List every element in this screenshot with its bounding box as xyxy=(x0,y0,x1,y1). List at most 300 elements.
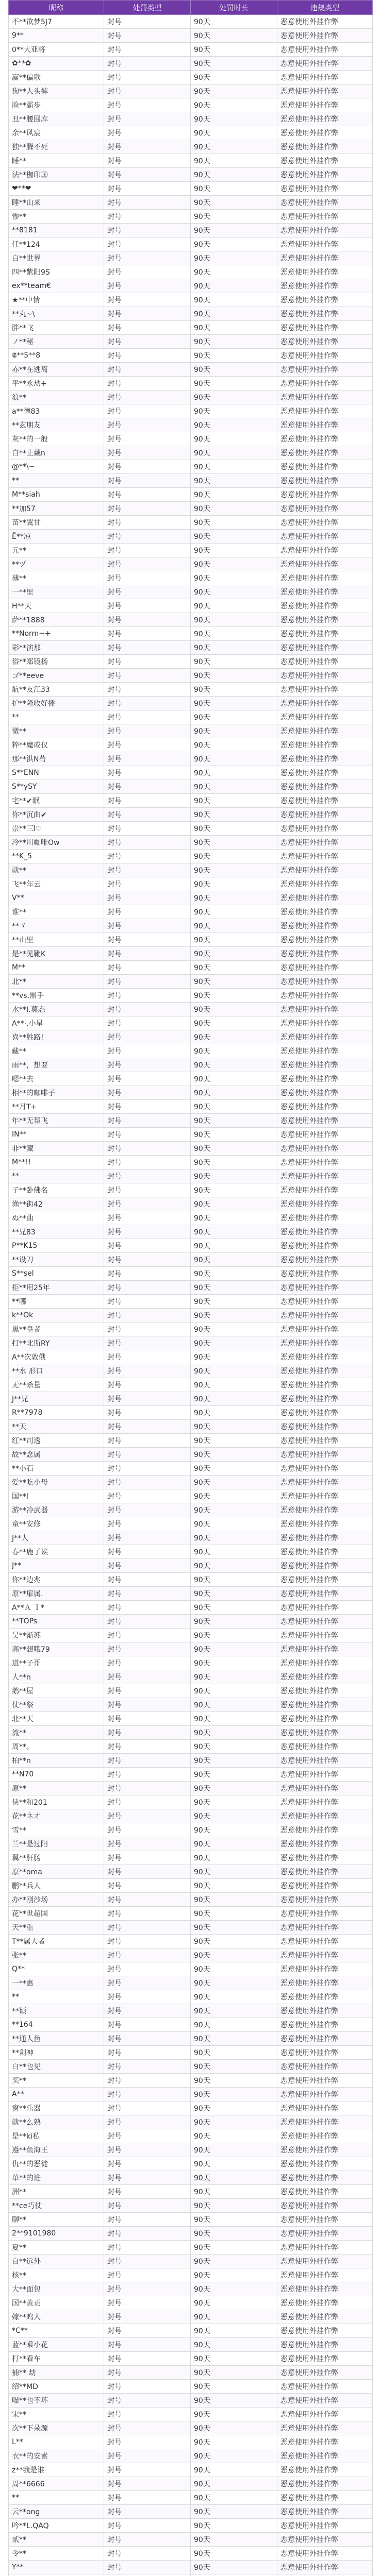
violation-type-cell: 恶意使用外挂作弊 xyxy=(277,1726,373,1740)
penalty-duration-cell: 90天 xyxy=(191,2394,277,2408)
table-row xyxy=(9,2088,373,2102)
violation-type-cell: 恶意使用外挂作弊 xyxy=(277,2352,373,2366)
violation-type-cell: 恶意使用外挂作弊 xyxy=(277,1309,373,1323)
penalty-type-cell: 封号 xyxy=(104,1420,191,1434)
nickname-cell: 谁** xyxy=(9,905,104,919)
nickname-cell: 𝕾**5**8 xyxy=(9,349,104,363)
table-row xyxy=(9,1517,373,1531)
penalty-duration-cell: 90天 xyxy=(191,1030,277,1044)
penalty-type-cell: 封号 xyxy=(104,530,191,544)
penalty-duration-cell: 90天 xyxy=(191,1183,277,1197)
penalty-duration-cell: 90天 xyxy=(191,2324,277,2338)
table-row xyxy=(9,738,373,752)
penalty-duration-cell: 90天 xyxy=(191,1935,277,1948)
violation-type-cell: 恶意使用外挂作弊 xyxy=(277,1086,373,1100)
penalty-duration-cell: 90天 xyxy=(191,1559,277,1573)
penalty-type-cell: 封号 xyxy=(104,1364,191,1378)
penalty-type-cell: 封号 xyxy=(104,126,191,140)
penalty-type-cell: 封号 xyxy=(104,808,191,822)
penalty-duration-cell: 90天 xyxy=(191,2491,277,2505)
violation-type-cell: 恶意使用外挂作弊 xyxy=(277,1183,373,1197)
nickname-cell: 睡**山来 xyxy=(9,196,104,210)
penalty-duration-cell: 90天 xyxy=(191,1976,277,1990)
nickname-cell: 独**腾不死 xyxy=(9,140,104,154)
violation-type-cell: 恶意使用外挂作弊 xyxy=(277,43,373,57)
violation-type-cell: 恶意使用外挂作弊 xyxy=(277,432,373,446)
table-row xyxy=(9,544,373,557)
penalty-duration-cell: 90天 xyxy=(191,1712,277,1726)
penalty-type-cell: 封号 xyxy=(104,2449,191,2463)
violation-type-cell: 恶意使用外挂作弊 xyxy=(277,1823,373,1837)
table-row xyxy=(9,1921,373,1935)
table-row xyxy=(9,1712,373,1726)
violation-type-cell: 恶意使用外挂作弊 xyxy=(277,2088,373,2102)
penalty-duration-cell: 90天 xyxy=(191,112,277,126)
penalty-duration-cell: 90天 xyxy=(191,265,277,279)
penalty-type-cell: 封号 xyxy=(104,2352,191,2366)
violation-type-cell: 恶意使用外挂作弊 xyxy=(277,1740,373,1754)
table-row xyxy=(9,2477,373,2491)
table-row xyxy=(9,2060,373,2074)
table-row xyxy=(9,1044,373,1058)
nickname-cell: **月T+ xyxy=(9,1100,104,1114)
penalty-type-cell: 封号 xyxy=(104,975,191,989)
violation-type-cell: 恶意使用外挂作弊 xyxy=(277,1016,373,1030)
table-row xyxy=(9,2561,373,2574)
penalty-type-cell: 封号 xyxy=(104,1086,191,1100)
nickname-cell: 白**远外 xyxy=(9,2255,104,2268)
penalty-type-cell: 封号 xyxy=(104,1434,191,1448)
violation-type-cell: 恶意使用外挂作弊 xyxy=(277,2449,373,2463)
table-row xyxy=(9,1907,373,1921)
table-row xyxy=(9,863,373,877)
nickname-cell: 胖**飞 xyxy=(9,321,104,335)
table-row xyxy=(9,1782,373,1795)
penalty-type-cell: 封号 xyxy=(104,961,191,975)
nickname-cell: IN** xyxy=(9,1128,104,1142)
nickname-cell: 浪** xyxy=(9,391,104,404)
penalty-type-cell: 封号 xyxy=(104,516,191,530)
penalty-type-cell: 封号 xyxy=(104,557,191,571)
violation-type-cell: 恶意使用外挂作弊 xyxy=(277,1197,373,1211)
table-row xyxy=(9,1253,373,1267)
penalty-duration-cell: 90天 xyxy=(191,1879,277,1893)
table-row xyxy=(9,724,373,738)
violation-type-cell: 恶意使用外挂作弊 xyxy=(277,697,373,710)
violation-type-cell: 恶意使用外挂作弊 xyxy=(277,2213,373,2227)
violation-type-cell: 恶意使用外挂作弊 xyxy=(277,919,373,933)
violation-type-cell: 恶意使用外挂作弊 xyxy=(277,863,373,877)
violation-type-cell: 恶意使用外挂作弊 xyxy=(277,822,373,836)
nickname-cell: 聊** xyxy=(9,2213,104,2227)
penalty-type-cell: 封号 xyxy=(104,488,191,502)
violation-type-cell: 恶意使用外挂作弊 xyxy=(277,2046,373,2060)
penalty-duration-cell: 90天 xyxy=(191,2143,277,2157)
table-row xyxy=(9,794,373,808)
nickname-cell: 宅**✔眠 xyxy=(9,794,104,808)
violation-type-cell: 恶意使用外挂作弊 xyxy=(277,71,373,84)
violation-type-cell: 恶意使用外挂作弊 xyxy=(277,2185,373,2199)
table-row xyxy=(9,1948,373,1962)
penalty-type-cell: 封号 xyxy=(104,2310,191,2324)
violation-type-cell: 恶意使用外挂作弊 xyxy=(277,1128,373,1142)
table-row xyxy=(9,1837,373,1851)
table-row xyxy=(9,1267,373,1281)
violation-type-cell: 恶意使用外挂作弊 xyxy=(277,2018,373,2032)
nickname-cell: **N70 xyxy=(9,1768,104,1782)
violation-type-cell: 恶意使用外挂作弊 xyxy=(277,15,373,29)
nickname-cell: **K_5 xyxy=(9,850,104,863)
penalty-duration-cell: 90天 xyxy=(191,2129,277,2143)
penalty-type-cell: 封号 xyxy=(104,2394,191,2408)
penalty-type-cell: 封号 xyxy=(104,1615,191,1629)
violation-type-cell: 恶意使用外挂作弊 xyxy=(277,57,373,71)
header-violation-type: 违规类型 xyxy=(277,1,373,15)
table-row xyxy=(9,613,373,627)
violation-type-cell: 恶意使用外挂作弊 xyxy=(277,627,373,641)
nickname-cell: A**次敦俄 xyxy=(9,1350,104,1364)
nickname-cell: S**ySY xyxy=(9,780,104,794)
table-row xyxy=(9,84,373,98)
penalty-type-cell: 封号 xyxy=(104,196,191,210)
penalty-duration-cell: 90天 xyxy=(191,1378,277,1392)
penalty-type-cell: 封号 xyxy=(104,1642,191,1656)
violation-type-cell: 恶意使用外挂作弊 xyxy=(277,1670,373,1684)
violation-type-cell: 恶意使用外挂作弊 xyxy=(277,2296,373,2310)
violation-type-cell: 恶意使用外挂作弊 xyxy=(277,238,373,251)
nickname-cell: 鹏**兵人 xyxy=(9,1879,104,1893)
table-row xyxy=(9,140,373,154)
penalty-type-cell: 封号 xyxy=(104,891,191,905)
penalty-duration-cell: 90天 xyxy=(191,460,277,474)
penalty-duration-cell: 90天 xyxy=(191,2115,277,2129)
penalty-type-cell: 封号 xyxy=(104,2060,191,2074)
table-row xyxy=(9,1072,373,1086)
penalty-type-cell: 封号 xyxy=(104,1489,191,1503)
table-row xyxy=(9,2199,373,2213)
table-row xyxy=(9,1629,373,1642)
nickname-cell: 柏**n xyxy=(9,1754,104,1768)
violation-type-cell: 恶意使用外挂作弊 xyxy=(277,1072,373,1086)
penalty-duration-cell: 90天 xyxy=(191,1489,277,1503)
penalty-type-cell: 封号 xyxy=(104,224,191,238)
table-row xyxy=(9,2505,373,2519)
nickname-cell: 白**也见 xyxy=(9,2060,104,2074)
table-row xyxy=(9,1489,373,1503)
penalty-type-cell: 封号 xyxy=(104,1100,191,1114)
penalty-duration-cell: 90天 xyxy=(191,947,277,961)
penalty-duration-cell: 90天 xyxy=(191,2310,277,2324)
nickname-cell: 白**止戴n xyxy=(9,446,104,460)
violation-type-cell: 恶意使用外挂作弊 xyxy=(277,724,373,738)
nickname-cell: 天**重 xyxy=(9,1921,104,1935)
nickname-cell: **加57 xyxy=(9,502,104,516)
nickname-cell: M**!! xyxy=(9,1156,104,1170)
penalty-duration-cell: 90天 xyxy=(191,251,277,265)
nickname-cell: 非**藏 xyxy=(9,1142,104,1156)
nickname-cell: 贰** xyxy=(9,2533,104,2547)
penalty-duration-cell: 90天 xyxy=(191,1406,277,1420)
table-row xyxy=(9,1364,373,1378)
violation-type-cell: 恶意使用外挂作弊 xyxy=(277,683,373,697)
table-row xyxy=(9,307,373,321)
penalty-duration-cell: 90天 xyxy=(191,1128,277,1142)
penalty-duration-cell: 90天 xyxy=(191,1823,277,1837)
nickname-cell: 嗯**去 xyxy=(9,1072,104,1086)
violation-type-cell: 恶意使用外挂作弊 xyxy=(277,1865,373,1879)
penalty-type-cell: 封号 xyxy=(104,2213,191,2227)
nickname-cell: 任**124 xyxy=(9,238,104,251)
table-row xyxy=(9,2185,373,2199)
penalty-duration-cell: 90天 xyxy=(191,1503,277,1517)
nickname-cell: H**天 xyxy=(9,599,104,613)
penalty-duration-cell: 90天 xyxy=(191,98,277,112)
table-row xyxy=(9,850,373,863)
penalty-type-cell: 封号 xyxy=(104,1587,191,1601)
violation-type-cell: 恶意使用外挂作弊 xyxy=(277,850,373,863)
table-row xyxy=(9,2394,373,2408)
penalty-duration-cell: 90天 xyxy=(191,210,277,224)
nickname-cell: P**K15 xyxy=(9,1239,104,1253)
table-row xyxy=(9,2115,373,2129)
penalty-type-cell: 封号 xyxy=(104,738,191,752)
nickname-cell: 国**l xyxy=(9,1489,104,1503)
nickname-cell: ✿**✿ xyxy=(9,57,104,71)
nickname-cell: 宋** xyxy=(9,2408,104,2421)
violation-type-cell: 恶意使用外挂作弊 xyxy=(277,947,373,961)
nickname-cell: 2**9101980 xyxy=(9,2227,104,2241)
penalty-type-cell: 封号 xyxy=(104,251,191,265)
penalty-duration-cell: 90天 xyxy=(191,279,277,293)
penalty-type-cell: 封号 xyxy=(104,1990,191,2004)
penalty-type-cell: 封号 xyxy=(104,460,191,474)
table-row xyxy=(9,1448,373,1462)
table-row xyxy=(9,2352,373,2366)
penalty-type-cell: 封号 xyxy=(104,2519,191,2533)
penalty-type-cell: 封号 xyxy=(104,1740,191,1754)
penalty-duration-cell: 90天 xyxy=(191,2046,277,2060)
penalty-type-cell: 封号 xyxy=(104,544,191,557)
penalty-duration-cell: 90天 xyxy=(191,1629,277,1642)
nickname-cell: **TOPs xyxy=(9,1615,104,1629)
table-row xyxy=(9,1559,373,1573)
violation-type-cell: 恶意使用外挂作弊 xyxy=(277,1170,373,1183)
nickname-cell: S**sel xyxy=(9,1267,104,1281)
violation-type-cell: 恶意使用外挂作弊 xyxy=(277,1809,373,1823)
penalty-type-cell: 封号 xyxy=(104,1976,191,1990)
violation-type-cell: 恶意使用外挂作弊 xyxy=(277,112,373,126)
penalty-type-cell: 封号 xyxy=(104,2296,191,2310)
violation-type-cell: 恶意使用外挂作弊 xyxy=(277,2060,373,2074)
nickname-cell: 赢**偏歌 xyxy=(9,71,104,84)
table-row xyxy=(9,1211,373,1225)
penalty-duration-cell: 90天 xyxy=(191,1962,277,1976)
penalty-duration-cell: 90天 xyxy=(191,1476,277,1489)
violation-type-cell: 恶意使用外挂作弊 xyxy=(277,794,373,808)
penalty-type-cell: 封号 xyxy=(104,2547,191,2561)
nickname-cell: 黑**皇者 xyxy=(9,1323,104,1336)
nickname-cell: **8181 xyxy=(9,224,104,238)
nickname-cell: 窗**乐器 xyxy=(9,2102,104,2115)
table-row xyxy=(9,2310,373,2324)
violation-type-cell: 恶意使用外挂作弊 xyxy=(277,1517,373,1531)
violation-type-cell: 恶意使用外挂作弊 xyxy=(277,1754,373,1768)
nickname-cell: a**德83 xyxy=(9,404,104,418)
penalty-duration-cell: 90天 xyxy=(191,877,277,891)
nickname-cell: 崇**三l♡ xyxy=(9,822,104,836)
penalty-duration-cell: 90天 xyxy=(191,140,277,154)
table-row xyxy=(9,2519,373,2533)
violation-type-cell: 恶意使用外挂作弊 xyxy=(277,2380,373,2394)
nickname-cell: 捕** 劫 xyxy=(9,2366,104,2380)
nickname-cell: 年**无帮飞 xyxy=(9,1114,104,1128)
table-row xyxy=(9,697,373,710)
violation-type-cell: 恶意使用外挂作弊 xyxy=(277,710,373,724)
penalty-duration-cell: 90天 xyxy=(191,1907,277,1921)
penalty-type-cell: 封号 xyxy=(104,780,191,794)
table-row xyxy=(9,1309,373,1323)
penalty-duration-cell: 90天 xyxy=(191,919,277,933)
penalty-duration-cell: 90天 xyxy=(191,1670,277,1684)
nickname-cell: 蓝**乘小花 xyxy=(9,2338,104,2352)
penalty-type-cell: 封号 xyxy=(104,474,191,488)
penalty-duration-cell: 90天 xyxy=(191,2213,277,2227)
penalty-type-cell: 封号 xyxy=(104,1782,191,1795)
nickname-cell: **ce巧仗 xyxy=(9,2199,104,2213)
penalty-duration-cell: 90天 xyxy=(191,738,277,752)
nickname-cell: 灰**的一般 xyxy=(9,432,104,446)
nickname-cell: J**兄 xyxy=(9,1392,104,1406)
penalty-duration-cell: 90天 xyxy=(191,2282,277,2296)
penalty-duration-cell: 90天 xyxy=(191,29,277,43)
penalty-type-cell: 封号 xyxy=(104,502,191,516)
table-row xyxy=(9,822,373,836)
violation-type-cell: 恶意使用外挂作弊 xyxy=(277,404,373,418)
table-row xyxy=(9,1698,373,1712)
table-row xyxy=(9,1545,373,1559)
nickname-cell: ★**中情 xyxy=(9,293,104,307)
violation-type-cell: 恶意使用外挂作弊 xyxy=(277,2519,373,2533)
table-row xyxy=(9,98,373,112)
violation-type-cell: 恶意使用外挂作弊 xyxy=(277,641,373,655)
table-row xyxy=(9,210,373,224)
penalty-type-cell: 封号 xyxy=(104,1698,191,1712)
violation-type-cell: 恶意使用外挂作弊 xyxy=(277,2338,373,2352)
penalty-duration-cell: 90天 xyxy=(191,822,277,836)
table-body xyxy=(9,15,373,2576)
table-row xyxy=(9,2547,373,2561)
violation-type-cell: 恶意使用外挂作弊 xyxy=(277,613,373,627)
nickname-cell: 微** xyxy=(9,724,104,738)
table-row xyxy=(9,2018,373,2032)
nickname-cell: J** xyxy=(9,1559,104,1573)
penalty-duration-cell: 90天 xyxy=(191,2505,277,2519)
penalty-type-cell: 封号 xyxy=(104,1030,191,1044)
table-row xyxy=(9,15,373,29)
penalty-duration-cell: 90天 xyxy=(191,1336,277,1350)
violation-type-cell: 恶意使用外挂作弊 xyxy=(277,196,373,210)
penalty-type-cell: 封号 xyxy=(104,1336,191,1350)
nickname-cell: 云**ong xyxy=(9,2505,104,2519)
penalty-type-cell: 封号 xyxy=(104,627,191,641)
table-row xyxy=(9,126,373,140)
table-row xyxy=(9,1893,373,1907)
nickname-cell: 北**天 xyxy=(9,1712,104,1726)
penalty-type-cell: 封号 xyxy=(104,1016,191,1030)
penalty-type-cell: 封号 xyxy=(104,1253,191,1267)
penalty-duration-cell: 90天 xyxy=(191,697,277,710)
nickname-cell: 藏** xyxy=(9,1044,104,1058)
table-row xyxy=(9,1197,373,1211)
penalty-duration-cell: 90天 xyxy=(191,780,277,794)
penalty-type-cell: 封号 xyxy=(104,905,191,919)
table-row xyxy=(9,627,373,641)
penalty-type-cell: 封号 xyxy=(104,2408,191,2421)
penalty-duration-cell: 90天 xyxy=(191,1434,277,1448)
table-row xyxy=(9,808,373,822)
violation-type-cell: 恶意使用外挂作弊 xyxy=(277,1990,373,2004)
violation-type-cell: 恶意使用外挂作弊 xyxy=(277,210,373,224)
penalty-duration-cell: 90天 xyxy=(191,2296,277,2310)
penalty-duration-cell: 90天 xyxy=(191,627,277,641)
nickname-cell: 你**沉曲✔ xyxy=(9,808,104,822)
table-row xyxy=(9,752,373,766)
penalty-duration-cell: 90天 xyxy=(191,1698,277,1712)
penalty-type-cell: 封号 xyxy=(104,432,191,446)
violation-type-cell: 恶意使用外挂作弊 xyxy=(277,2547,373,2561)
penalty-type-cell: 封号 xyxy=(104,1448,191,1462)
violation-type-cell: 恶意使用外挂作弊 xyxy=(277,1142,373,1156)
penalty-type-cell: 封号 xyxy=(104,1629,191,1642)
penalty-type-cell: 封号 xyxy=(104,2227,191,2241)
nickname-cell: 打**北斯RY xyxy=(9,1336,104,1350)
penalty-duration-cell: 90天 xyxy=(191,238,277,251)
violation-type-cell: 恶意使用外挂作弊 xyxy=(277,530,373,544)
table-row xyxy=(9,1114,373,1128)
penalty-type-cell: 封号 xyxy=(104,84,191,98)
nickname-cell: **164 xyxy=(9,2018,104,2032)
penalty-type-cell: 封号 xyxy=(104,29,191,43)
penalty-duration-cell: 90天 xyxy=(191,2561,277,2574)
penalty-type-cell: 封号 xyxy=(104,599,191,613)
nickname-cell: 9** xyxy=(9,29,104,43)
penalty-type-cell: 封号 xyxy=(104,321,191,335)
table-row xyxy=(9,683,373,697)
nickname-cell: Q** xyxy=(9,1962,104,1976)
violation-type-cell: 恶意使用外挂作弊 xyxy=(277,1768,373,1782)
violation-type-cell: 恶意使用外挂作弊 xyxy=(277,766,373,780)
table-row xyxy=(9,1962,373,1976)
violation-type-cell: 恶意使用外挂作弊 xyxy=(277,877,373,891)
penalty-type-cell: 封号 xyxy=(104,1670,191,1684)
penalty-duration-cell: 90天 xyxy=(191,1809,277,1823)
nickname-cell: 苗**翼甘 xyxy=(9,516,104,530)
violation-type-cell: 恶意使用外挂作弊 xyxy=(277,1795,373,1809)
penalty-type-cell: 封号 xyxy=(104,1601,191,1615)
penalty-duration-cell: 90天 xyxy=(191,1350,277,1364)
table-row xyxy=(9,919,373,933)
penalty-duration-cell: 90天 xyxy=(191,1142,277,1156)
nickname-cell: 周**6666 xyxy=(9,2477,104,2491)
penalty-type-cell: 封号 xyxy=(104,2074,191,2088)
penalty-duration-cell: 90天 xyxy=(191,377,277,391)
table-row xyxy=(9,1323,373,1336)
violation-type-cell: 恶意使用外挂作弊 xyxy=(277,488,373,502)
violation-type-cell: 恶意使用外挂作弊 xyxy=(277,1879,373,1893)
violation-type-cell: 恶意使用外挂作弊 xyxy=(277,391,373,404)
nickname-cell: ** xyxy=(9,1990,104,2004)
violation-type-cell: 恶意使用外挂作弊 xyxy=(277,1003,373,1016)
